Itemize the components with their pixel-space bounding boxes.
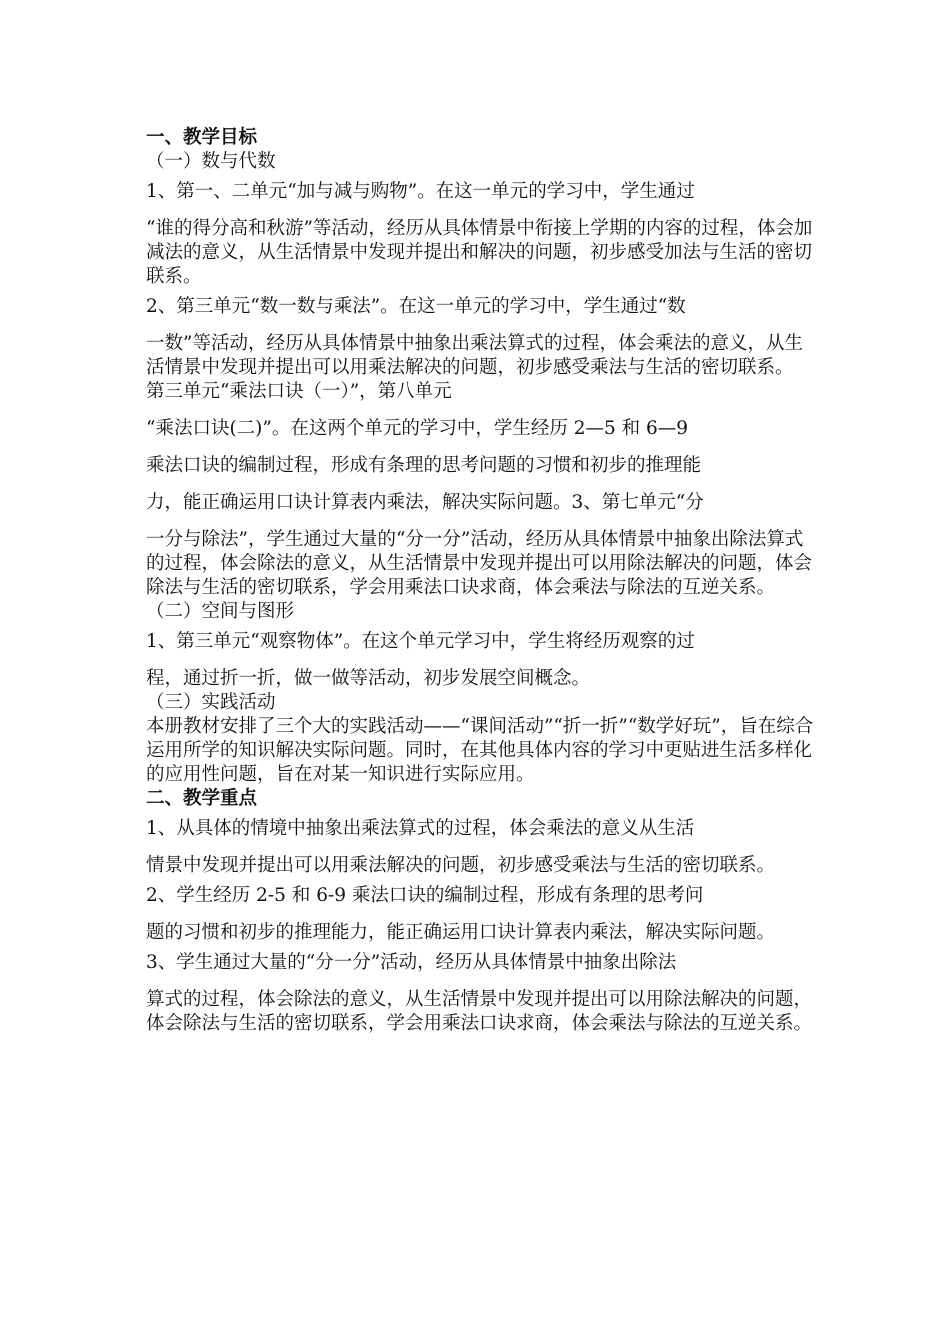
paragraph-body: 情景中发现并提出可以用乘法解决的问题，初步感受乘法与生活的密切联系。 (146, 855, 776, 876)
paragraph-first-line: 3、学生通过大量的“分一分”活动，经历从具体情景中抽象出除法 (146, 952, 677, 973)
paragraph-body: “谁的得分高和秋游”等活动，经历从具体情景中衔接上学期的内容的过程，体会加减法的意义，从生活情景中发现并提出和解决的问题，初步感受加法与生活的密切联系。 (146, 218, 813, 287)
paragraph-line: 力，能正确运用口诀计算表内乘法，解决实际问题。3、第七单元“分 (146, 492, 704, 513)
paragraph-first-line: 1、第三单元“观察物体”。在这个单元学习中，学生将经历观察的过 (146, 631, 695, 652)
subsection-number-algebra: （一）数与代数 (146, 151, 276, 172)
section-title-key-points: 二、教学重点 (146, 788, 258, 809)
paragraph-first-line: 2、学生经历 2-5 和 6-9 乘法口诀的编制过程，形成有条理的思考问 (146, 885, 704, 906)
key-point-2 (146, 884, 814, 945)
paragraph-practice-activities: 本册教材安排了三个大的实践活动——“课间活动”“折一折”“数学好玩”，旨在综合运用所学的知识解决实际问题。同时，在其他具体内容的学习中更贴进生活多样化的应用性问题，旨在对某一知识进行实际应用。 (146, 716, 814, 785)
paragraph-body: 题的习惯和初步的推理能力，能正确运用口诀计算表内乘法，解决实际问题。 (146, 922, 776, 943)
paragraph-unit3-multiplication (146, 295, 814, 600)
paragraph-line: “乘法口诀(二)”。在这两个单元的学习中，学生经历 2—5 和 6—9 (146, 418, 689, 439)
key-point-1 (146, 817, 814, 878)
paragraph-body: 程，通过折一折，做一做等活动，初步发展空间概念。 (146, 668, 591, 689)
subsection-space-shape: （二）空间与图形 (146, 601, 295, 622)
paragraph-first-line: 1、从具体的情境中抽象出乘法算式的过程，体会乘法的意义从生活 (146, 818, 695, 839)
paragraph-first-line: 2、第三单元“数一数与乘法”。在这一单元的学习中，学生通过“数 (146, 296, 686, 317)
key-point-3 (146, 951, 814, 1036)
subsection-practice: （三）实践活动 (146, 692, 276, 713)
document-page (146, 126, 814, 1036)
paragraph-body: 算式的过程，体会除法的意义，从生活情景中发现并提出可以用除法解决的问题，体会除法与生活的密切联系，学会用乘法口诀求商，体会乘法与除法的互逆关系。 (146, 989, 813, 1034)
section-title-goals: 一、教学目标 (146, 127, 258, 148)
paragraph-line: 乘法口诀的编制过程，形成有条理的思考问题的习惯和初步的推理能 (146, 455, 702, 476)
paragraph-observe-objects (146, 630, 814, 691)
paragraph-first-line: 1、第一、二单元“加与减与购物”。在这一单元的学习中，学生通过 (146, 181, 695, 202)
paragraph-body: 一分与除法”，学生通过大量的“分一分”活动，经历从具体情景中抽象出除法算式的过程，体会除法的意义，从生活情景中发现并提出可以用除法解决的问题，体会除法与生活的密切联系，学会用乘法口诀求商，体会乘法与除法的互逆关系。 (146, 529, 813, 598)
paragraph-body: 一数”等活动，经历从具体情景中抽象出乘法算式的过程，体会乘法的意义，从生活情景中发现并提出可以用乘法解决的问题，初步感受乘法与生活的密切联系。 第三单元“乘法口诀（一）”，第八单元 (146, 333, 803, 402)
paragraph-unit1-2 (146, 180, 814, 289)
